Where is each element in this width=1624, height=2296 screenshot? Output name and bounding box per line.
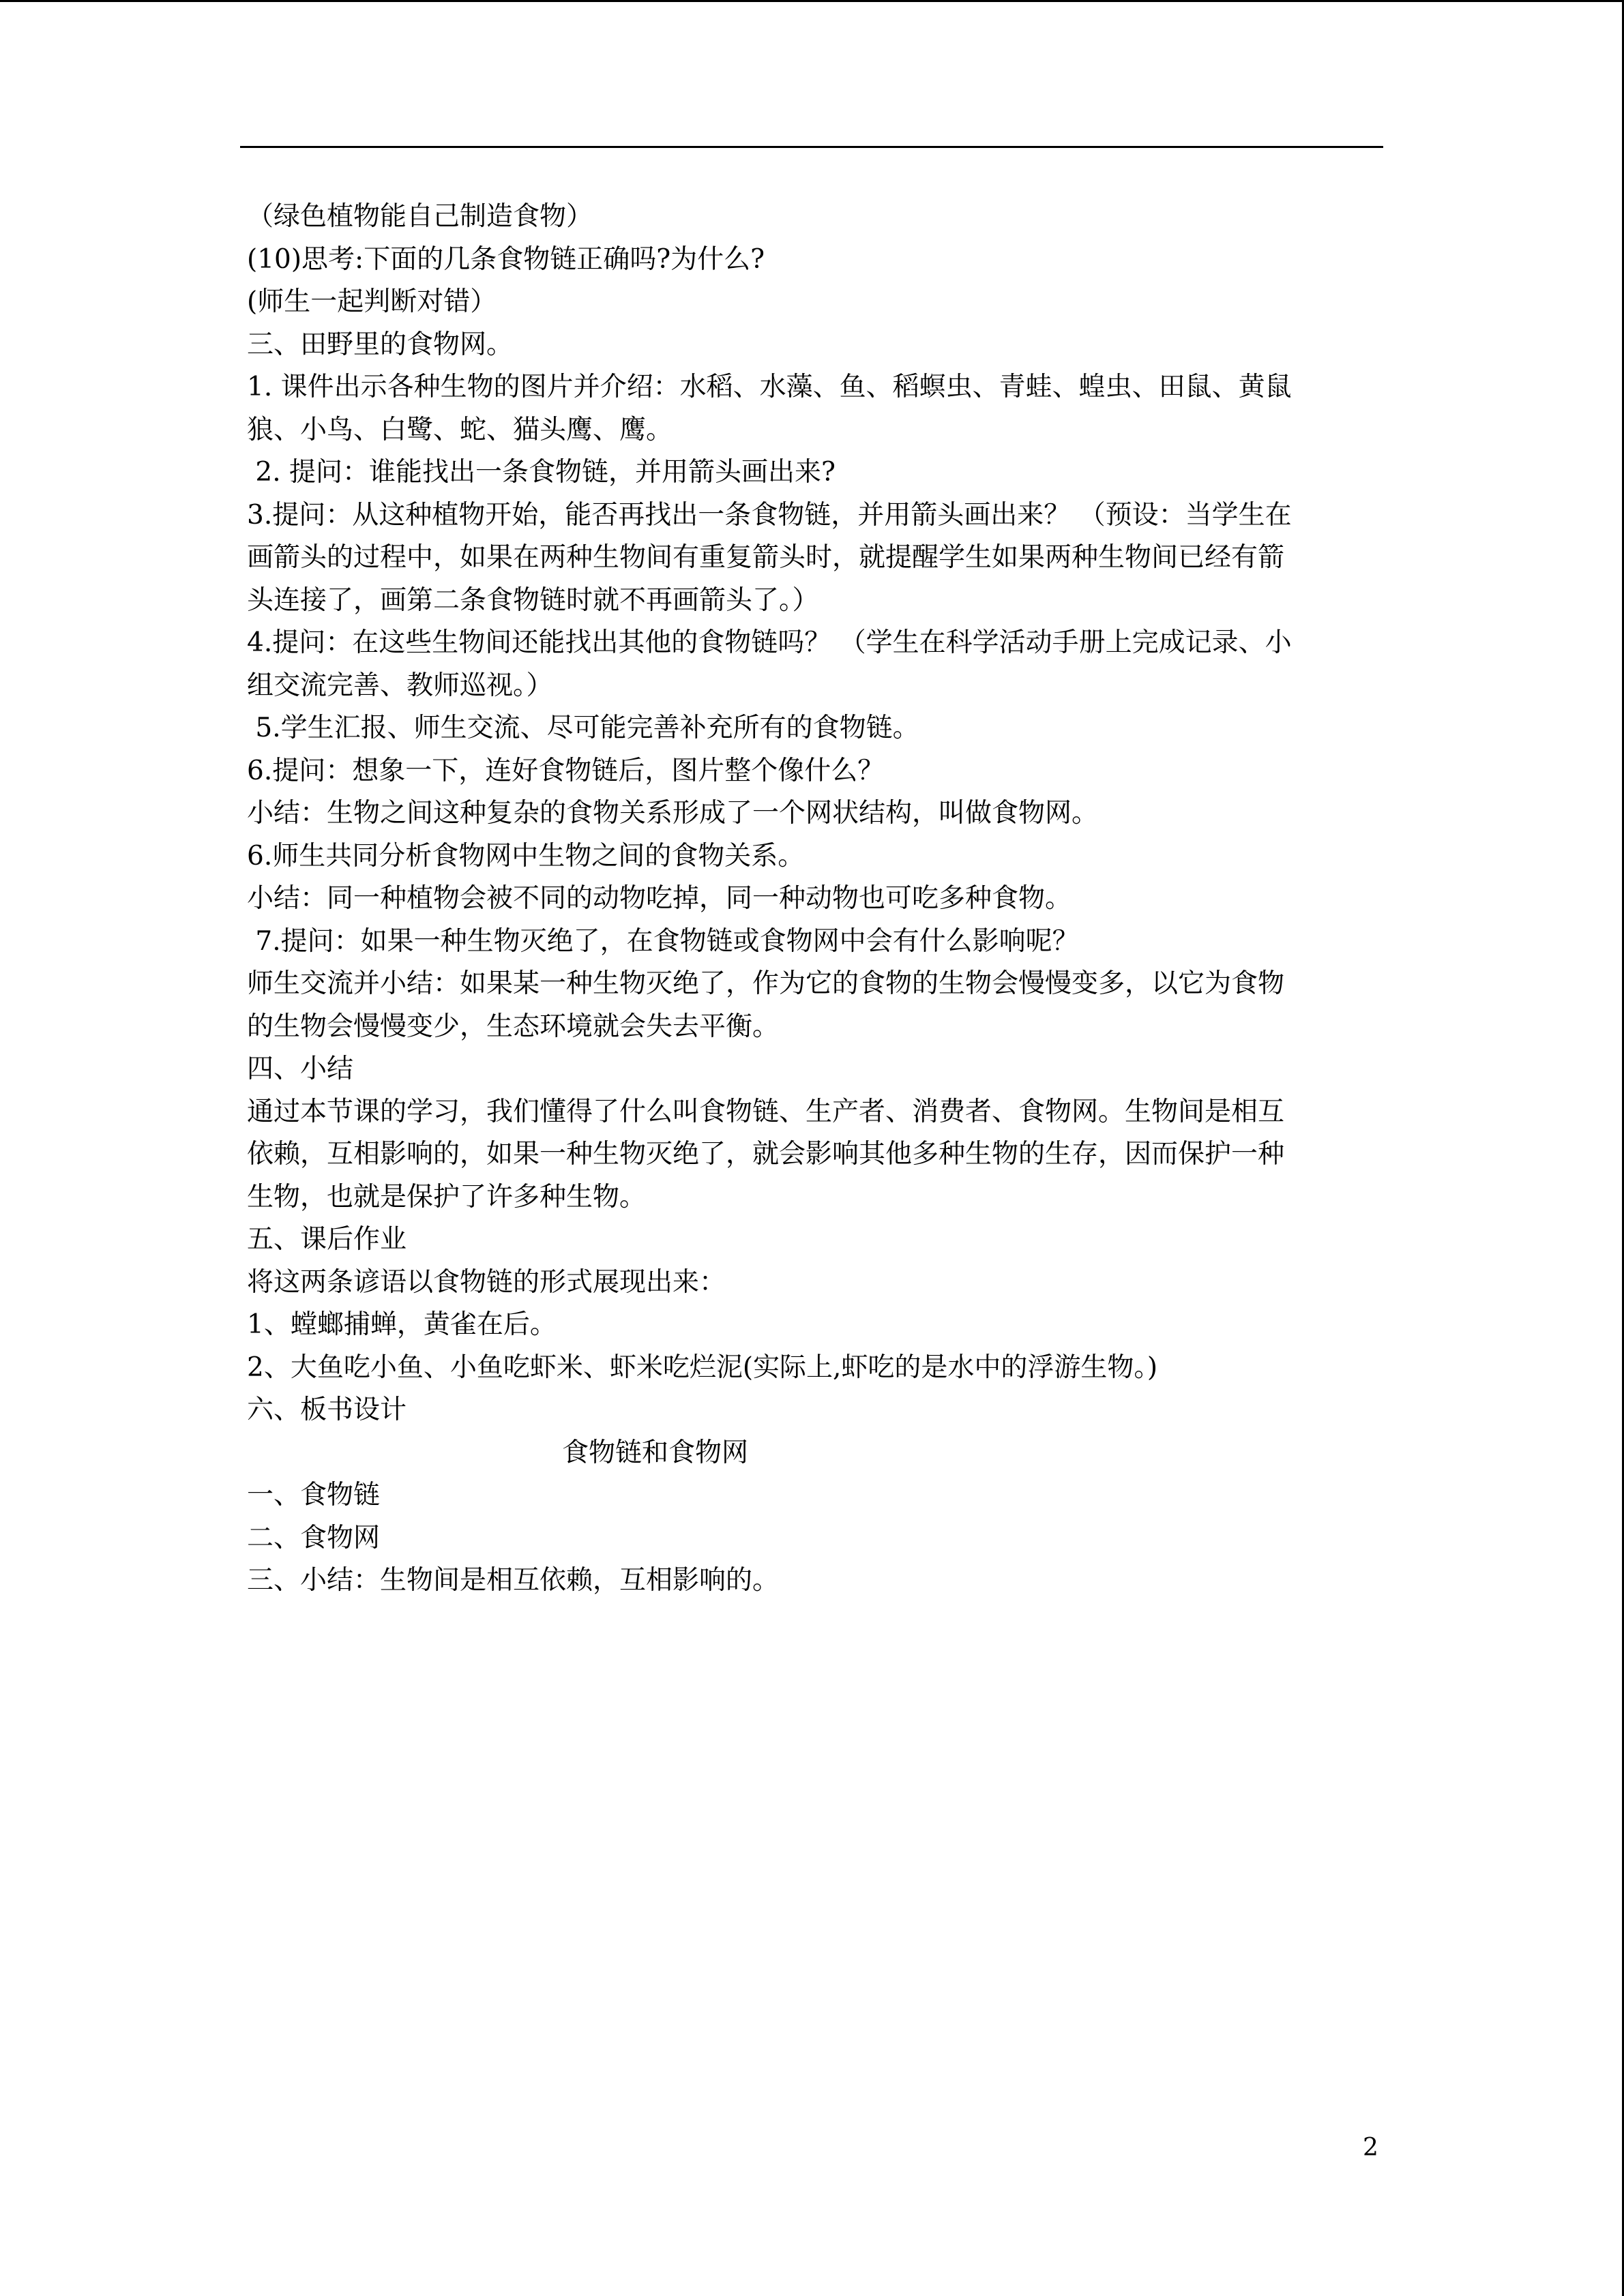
text-line: 5.学生汇报、师生交流、尽可能完善补充所有的食物链。 [247,713,919,743]
text-line: 7.提问：如果一种生物灭绝了，在食物链或食物网中会有什么影响呢？ [247,925,1079,957]
text-line: 狼、小鸟、白鹭、蛇、猫头鹰、鹰。 [247,414,673,445]
text-line: 师生交流并小结：如果某一种生物灭绝了，作为它的食物的生物会慢慢变多，以它为食物 [247,968,1285,999]
section-heading: 四、小结 [247,1054,354,1084]
text-line: 画箭头的过程中，如果在两种生物间有重复箭头时，就提醒学生如果两种生物间已经有箭 [247,542,1285,573]
board-design-title: 食物链和食物网 [562,1437,749,1468]
text-line: (师生一起判断对错） [247,286,497,317]
text-line: 生物，也就是保护了许多种生物。 [247,1181,647,1212]
text-line: 6.提问：想象一下，连好食物链后，图片整个像什么？ [247,755,885,786]
text-line: 4.提问：在这些生物间还能找出其他的食物链吗？ （学生在科学活动手册上完成记录、小 [247,627,1292,658]
section-heading: 三、田野里的食物网。 [247,329,514,360]
text-line: 2、大鱼吃小鱼、小鱼吃虾米、虾米吃烂泥(实际上,虾吃的是水中的浮游生物。) [247,1352,1158,1383]
text-line: 将这两条谚语以食物链的形式展现出来： [247,1266,726,1298]
text-line: 二、食物网 [247,1522,381,1553]
text-line: 1. 课件出示各种生物的图片并介绍：水稻、水藻、鱼、稻螟虫、青蛙、蝗虫、田鼠、黄鼠 [247,372,1292,402]
text-line: 的生物会慢慢变少，生态环境就会失去平衡。 [247,1011,780,1042]
text-line: 依赖，互相影响的，如果一种生物灭绝了，就会影响其他多种生物的生存，因而保护一种 [247,1139,1285,1169]
text-line: 通过本节课的学习，我们懂得了什么叫食物链、生产者、消费者、食物网。生物间是相互 [247,1096,1285,1127]
text-line: (10)思考:下面的几条食物链正确吗?为什么? [247,243,765,275]
page-top-border [0,0,1624,2]
section-heading: 六、板书设计 [247,1395,407,1425]
text-line: 小结：同一种植物会被不同的动物吃掉，同一种动物也可吃多种食物。 [247,883,1072,914]
text-line: 3.提问：从这种植物开始，能否再找出一条食物链，并用箭头画出来？ （预设：当学生在 [247,499,1292,531]
text-line: 一、食物链 [247,1480,381,1510]
document-body [247,196,1379,1602]
header-rule [240,146,1383,148]
text-line: （绿色植物能自己制造食物） [247,201,593,232]
text-line: 6.师生共同分析食物网中生物之间的食物关系。 [247,840,805,871]
section-heading: 五、课后作业 [247,1224,407,1255]
page-number: 2 [1363,2134,1378,2162]
text-line: 2. 提问：谁能找出一条食物链，并用箭头画出来? [247,457,836,488]
text-line: 组交流完善、教师巡视。） [247,670,553,701]
text-line: 三、小结：生物间是相互依赖，互相影响的。 [247,1565,780,1596]
text-line: 小结：生物之间这种复杂的食物关系形成了一个网状结构，叫做食物网。 [247,798,1099,829]
text-line: 1、螳螂捕蝉，黄雀在后。 [247,1309,557,1340]
text-line: 头连接了，画第二条食物链时就不再画箭头了。） [247,584,819,616]
